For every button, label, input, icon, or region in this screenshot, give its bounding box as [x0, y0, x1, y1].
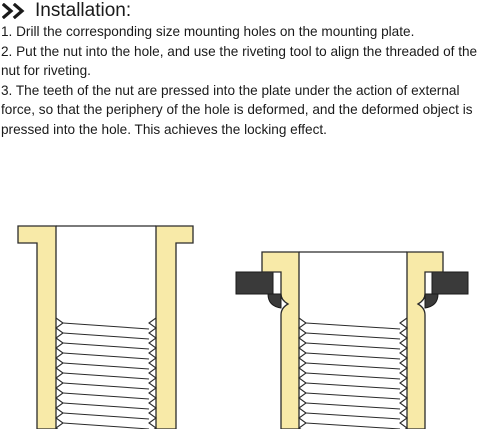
- thread-line: [306, 383, 400, 389]
- nut-right-wall: [156, 226, 193, 429]
- nut-body-right: [262, 252, 443, 429]
- thread-line: [306, 333, 400, 339]
- thread-line: [63, 373, 149, 379]
- thread-line: [306, 353, 400, 359]
- thread-edge-right: [400, 318, 407, 429]
- thread-line: [63, 383, 149, 389]
- step-2: 2. Put the nut into the hole, and use the riveting tool to align the threaded of the nut for riveting.: [1, 43, 478, 78]
- mounting-plate: [236, 272, 468, 294]
- thread-line: [63, 363, 149, 369]
- thread-line: [63, 423, 149, 429]
- section-title: Installation:: [35, 0, 132, 21]
- rivet-nut-before: [18, 226, 193, 429]
- step-3: 3. The teeth of the nut are pressed into the plate under the action of external force, so that the periphery of the hole is deformed, and the deformed object is pressed into the hole. This achieves the locking effect.: [1, 82, 473, 137]
- double-chevron-right-icon: [2, 3, 32, 19]
- step-1: 1. Drill the corresponding size mounting holes on the mounting plate.: [1, 24, 415, 39]
- threads-right: [299, 318, 407, 429]
- thread-line: [63, 323, 149, 329]
- thread-line: [306, 323, 400, 329]
- thread-line: [63, 353, 149, 359]
- thread-line: [306, 403, 400, 409]
- thread-line: [306, 373, 400, 379]
- installation-steps: [1, 22, 487, 139]
- thread-line: [306, 393, 400, 399]
- threads-left: [56, 318, 156, 429]
- nut-left-wall: [18, 226, 56, 429]
- rivet-nut-diagram: [0, 210, 488, 429]
- plate-right: [432, 272, 468, 294]
- thread-line: [306, 413, 400, 419]
- thread-line: [63, 343, 149, 349]
- thread-edge-left: [56, 318, 63, 429]
- nut-body-left: [18, 226, 193, 429]
- thread-line: [63, 333, 149, 339]
- section-header: [2, 0, 131, 22]
- thread-edge-right: [149, 318, 156, 429]
- thread-line: [63, 393, 149, 399]
- rivet-nut-after: [236, 252, 468, 429]
- bulge-right: [425, 294, 438, 308]
- plate-left: [236, 272, 273, 294]
- thread-line: [63, 413, 149, 419]
- thread-line: [306, 363, 400, 369]
- thread-line: [306, 423, 400, 429]
- bulge-left: [268, 294, 281, 308]
- thread-line: [306, 343, 400, 349]
- thread-line: [63, 403, 149, 409]
- thread-edge-left: [299, 318, 306, 429]
